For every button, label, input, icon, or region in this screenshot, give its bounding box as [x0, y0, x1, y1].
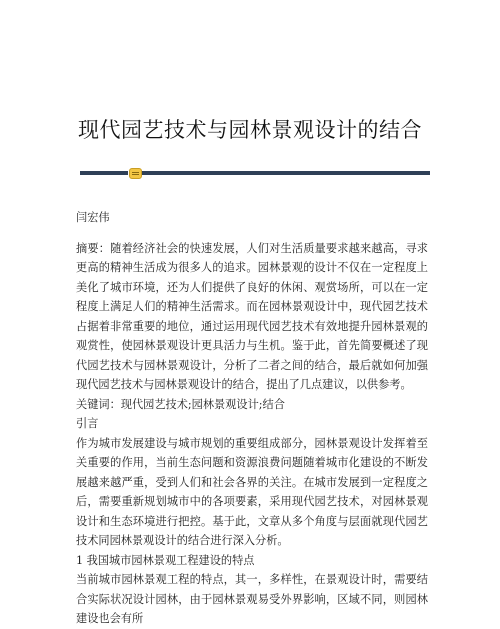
document-body: [76, 208, 428, 629]
keywords-line: 关键词：现代园艺技术;园林景观设计;结合: [76, 397, 285, 411]
divider-bar-right: [142, 171, 430, 175]
divider-bar-left: [80, 171, 128, 175]
document-title: 现代园艺技术与园林景观设计的结合: [78, 118, 422, 143]
section-1-heading: 1 我国城市园林景观工程建设的特点: [76, 553, 255, 567]
intro-heading: 引言: [76, 417, 99, 430]
title-divider: [80, 170, 430, 175]
section-1-paragraph: 当前城市园林景观工程的特点，其一，多样性，在景观设计时，需要结合实际状况设计园林，由于园林景观易受外界影响，区域不同，则园林建设也会有所: [76, 573, 428, 625]
author-name: 闫宏伟: [76, 211, 110, 224]
intro-paragraph: 作为城市发展建设与城市规划的重要组成部分，园林景观设计发挥着至关重要的作用，当前生态问题和资源浪费问题随着城市化建设的不断发展越来越严重，受到人们和社会各界的关注。在城市发展到一定程度之后，需要重新规划城市中的各项要素，采用现代园艺技术，对园林景观设计和生态环境进行把控。基于此，文章从多个角度与层面就现代园艺技术同园林景观设计的结合进行深入分析。: [76, 436, 428, 547]
document-badge-icon: [129, 168, 142, 179]
abstract-paragraph: 摘要：随着经济社会的快速发展，人们对生活质量要求越来越高，寻求更高的精神生活成为很多人的追求。园林景观的设计不仅在一定程度上美化了城市环境，还为人们提供了良好的休闲、观赏场所，可以在一定程度上满足人们的精神生活需求。而在园林景观设计中，现代园艺技术占据着非常重要的地位，通过运用现代园艺技术有效地提升园林景观的观赏性，使园林景观设计更具活力与生机。鉴于此，首先简要概述了现代园艺技术与园林景观设计，分析了二者之间的结合，最后就如何加强现代园艺技术与园林景观设计的结合，提出了几点建议，以供参考。: [76, 241, 428, 391]
